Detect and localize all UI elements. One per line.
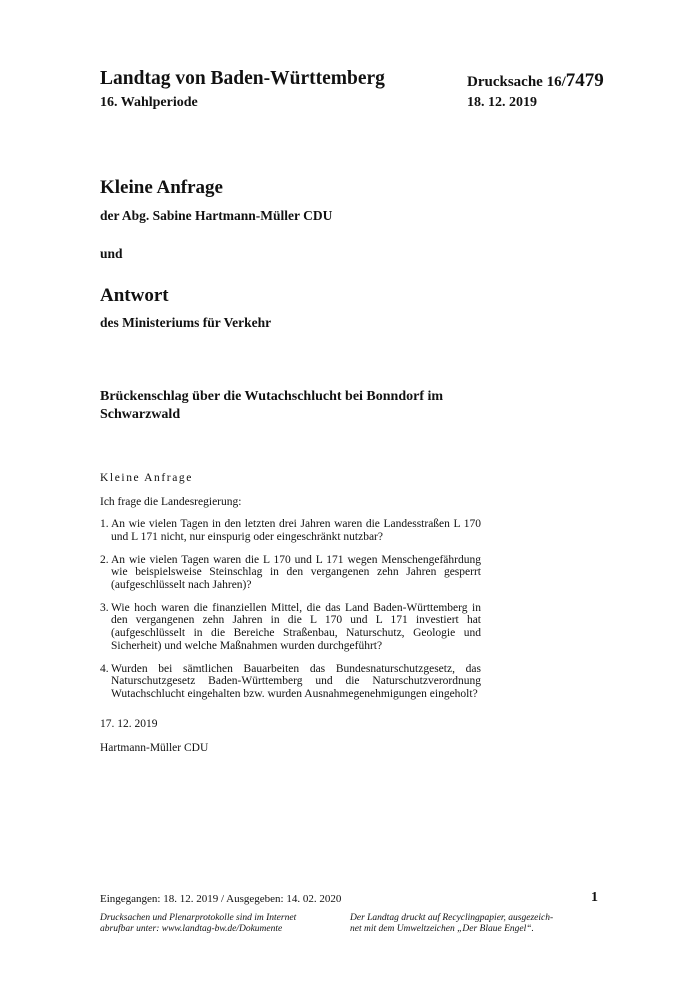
received-issued-dates: Eingegangen: 18. 12. 2019 / Ausgegeben: 14. 02. 2020: [100, 893, 342, 905]
legislative-period: 16. Wahlperiode: [100, 95, 198, 110]
topic-line: Brückenschlag über die Wutachschlucht bei Bonndorf im: [100, 389, 444, 404]
footer-recycling-note: [350, 913, 580, 935]
question-text: Wie hoch waren die finanziellen Mittel, die das Land Baden-Württemberg in den vergangenen zehn Jahren in die L 170 und L 171 investiert hat (aufgeschlüsselt in die Bereiche Straßenbau, Naturschutz, Geologie und Sicherheit) und welche Maßnahmen wurden durchgeführt?: [111, 601, 481, 652]
inquiry-author: der Abg. Sabine Hartmann-Müller CDU: [100, 208, 333, 223]
conjunction-and: und: [100, 246, 123, 261]
document-number-value: 7479: [565, 70, 604, 91]
question-number: 1.: [100, 518, 109, 530]
page-number: 1: [591, 890, 598, 905]
inquiry-heading: Kleine Anfrage: [100, 177, 223, 198]
question-number: 4.: [100, 662, 109, 675]
question-list: [100, 518, 481, 711]
document-prefix: Drucksache 16: [467, 74, 562, 90]
intro-text: Ich frage die Landesregierung:: [100, 496, 242, 508]
question-item: [100, 663, 481, 701]
question-item: [100, 554, 481, 592]
document-separator: /: [561, 74, 566, 90]
footer-internet-note: [100, 913, 330, 935]
footer-line: Der Landtag druckt auf Recyclingpapier, ausgezeich-: [350, 913, 554, 923]
section-label: Kleine Anfrage: [100, 472, 193, 484]
question-text: Wurden bei sämtlichen Bauarbeiten das Bundesnaturschutzgesetz, das Naturschutzgesetz Baden-Württemberg und die Naturschutzverordnung Wutachschlucht eingehalten bzw. wurden Ausnahmegenehmigungen eingeholt?: [111, 662, 481, 700]
footer-line: net mit dem Umweltzeichen „Der Blaue Engel“.: [350, 924, 534, 934]
question-item: [100, 518, 481, 543]
question-text: An wie vielen Tagen waren die L 170 und L 171 wegen Menschengefährdung wie beispielsweise Steinschlag in den vergangenen zehn Jahren gesperrt (aufgeschlüsselt nach Jahren)?: [111, 553, 481, 591]
footer-line: abrufbar unter: www.landtag-bw.de/Dokumente: [100, 924, 283, 934]
question-number: 3.: [100, 601, 109, 614]
footer-line: Drucksachen und Plenarprotokolle sind im Internet: [100, 913, 297, 923]
document-number: [467, 70, 604, 92]
question-number: 2.: [100, 553, 109, 566]
parliament-title: Landtag von Baden-Württemberg: [100, 68, 385, 89]
answer-heading: Antwort: [100, 285, 169, 306]
question-text: An wie vielen Tagen in den letzten drei Jahren waren die Landesstraßen L 170 und L 171 nicht, nur einspurig oder eingeschränkt nutzbar?: [111, 518, 481, 543]
question-item: [100, 602, 481, 652]
topic-line: Schwarzwald: [100, 407, 181, 422]
signature-name: Hartmann-Müller CDU: [100, 742, 209, 754]
document-date: 18. 12. 2019: [467, 95, 537, 110]
topic-title: [100, 388, 500, 424]
answer-ministry: des Ministeriums für Verkehr: [100, 315, 272, 330]
signature-date: 17. 12. 2019: [100, 718, 158, 730]
